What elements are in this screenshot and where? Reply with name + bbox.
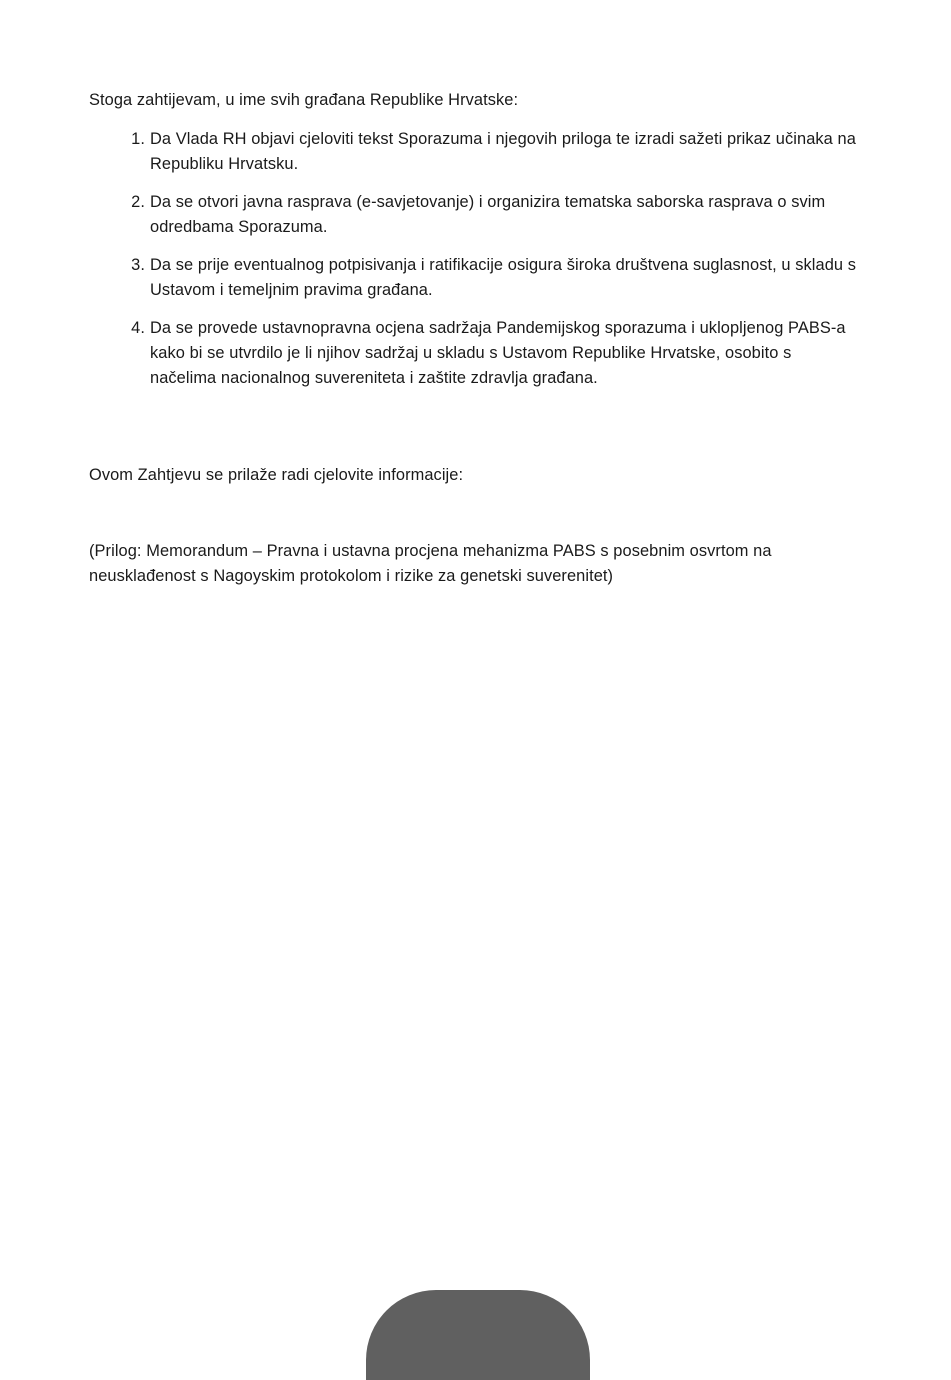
- list-item: [89, 253, 861, 303]
- intro-paragraph: Stoga zahtijevam, u ime svih građana Republike Hrvatske:: [89, 91, 519, 109]
- annex-paragraph: (Prilog: Memorandum – Pravna i ustavna procjena mehanizma PABS s posebnim osvrtom na neusklađenost s Nagoyskim protokolom i rizike za genetski suverenitet): [89, 542, 772, 585]
- list-item-text: Da se otvori javna rasprava (e-savjetovanje) i organizira tematska saborska rasprava o svim odredbama Sporazuma.: [150, 193, 826, 236]
- list-item-text: Da se prije eventualnog potpisivanja i ratifikacije osigura široka društvena suglasnost, u skladu s Ustavom i temeljnim pravima građana.: [150, 256, 857, 299]
- list-item-text: Da Vlada RH objavi cjeloviti tekst Sporazuma i njegovih priloga te izradi sažeti prikaz učinaka na Republiku Hrvatsku.: [150, 130, 856, 173]
- list-item-number: 1.: [131, 130, 145, 148]
- list-item-number: 3.: [131, 256, 145, 274]
- spacer: [89, 488, 861, 539]
- bottom-rounded-shape: [366, 1290, 590, 1380]
- list-item-number: 2.: [131, 193, 145, 211]
- list-item: [89, 316, 861, 391]
- spacer: [89, 391, 861, 463]
- attachment-note-paragraph: Ovom Zahtjevu se prilaže radi cjelovite informacije:: [89, 466, 464, 484]
- list-item: [89, 190, 861, 240]
- demands-list: [89, 127, 861, 391]
- list-item-number: 4.: [131, 319, 145, 337]
- list-item-text: Da se provede ustavnopravna ocjena sadržaja Pandemijskog sporazuma i uklopljenog PABS-a kako bi se utvrdilo je li njihov sadržaj u skladu s Ustavom Republike Hrvatske, osobito s načelima nacionalnog suvereniteta i zaštite zdravlja građana.: [150, 319, 846, 387]
- list-item: [89, 127, 861, 177]
- document-body: [89, 88, 861, 589]
